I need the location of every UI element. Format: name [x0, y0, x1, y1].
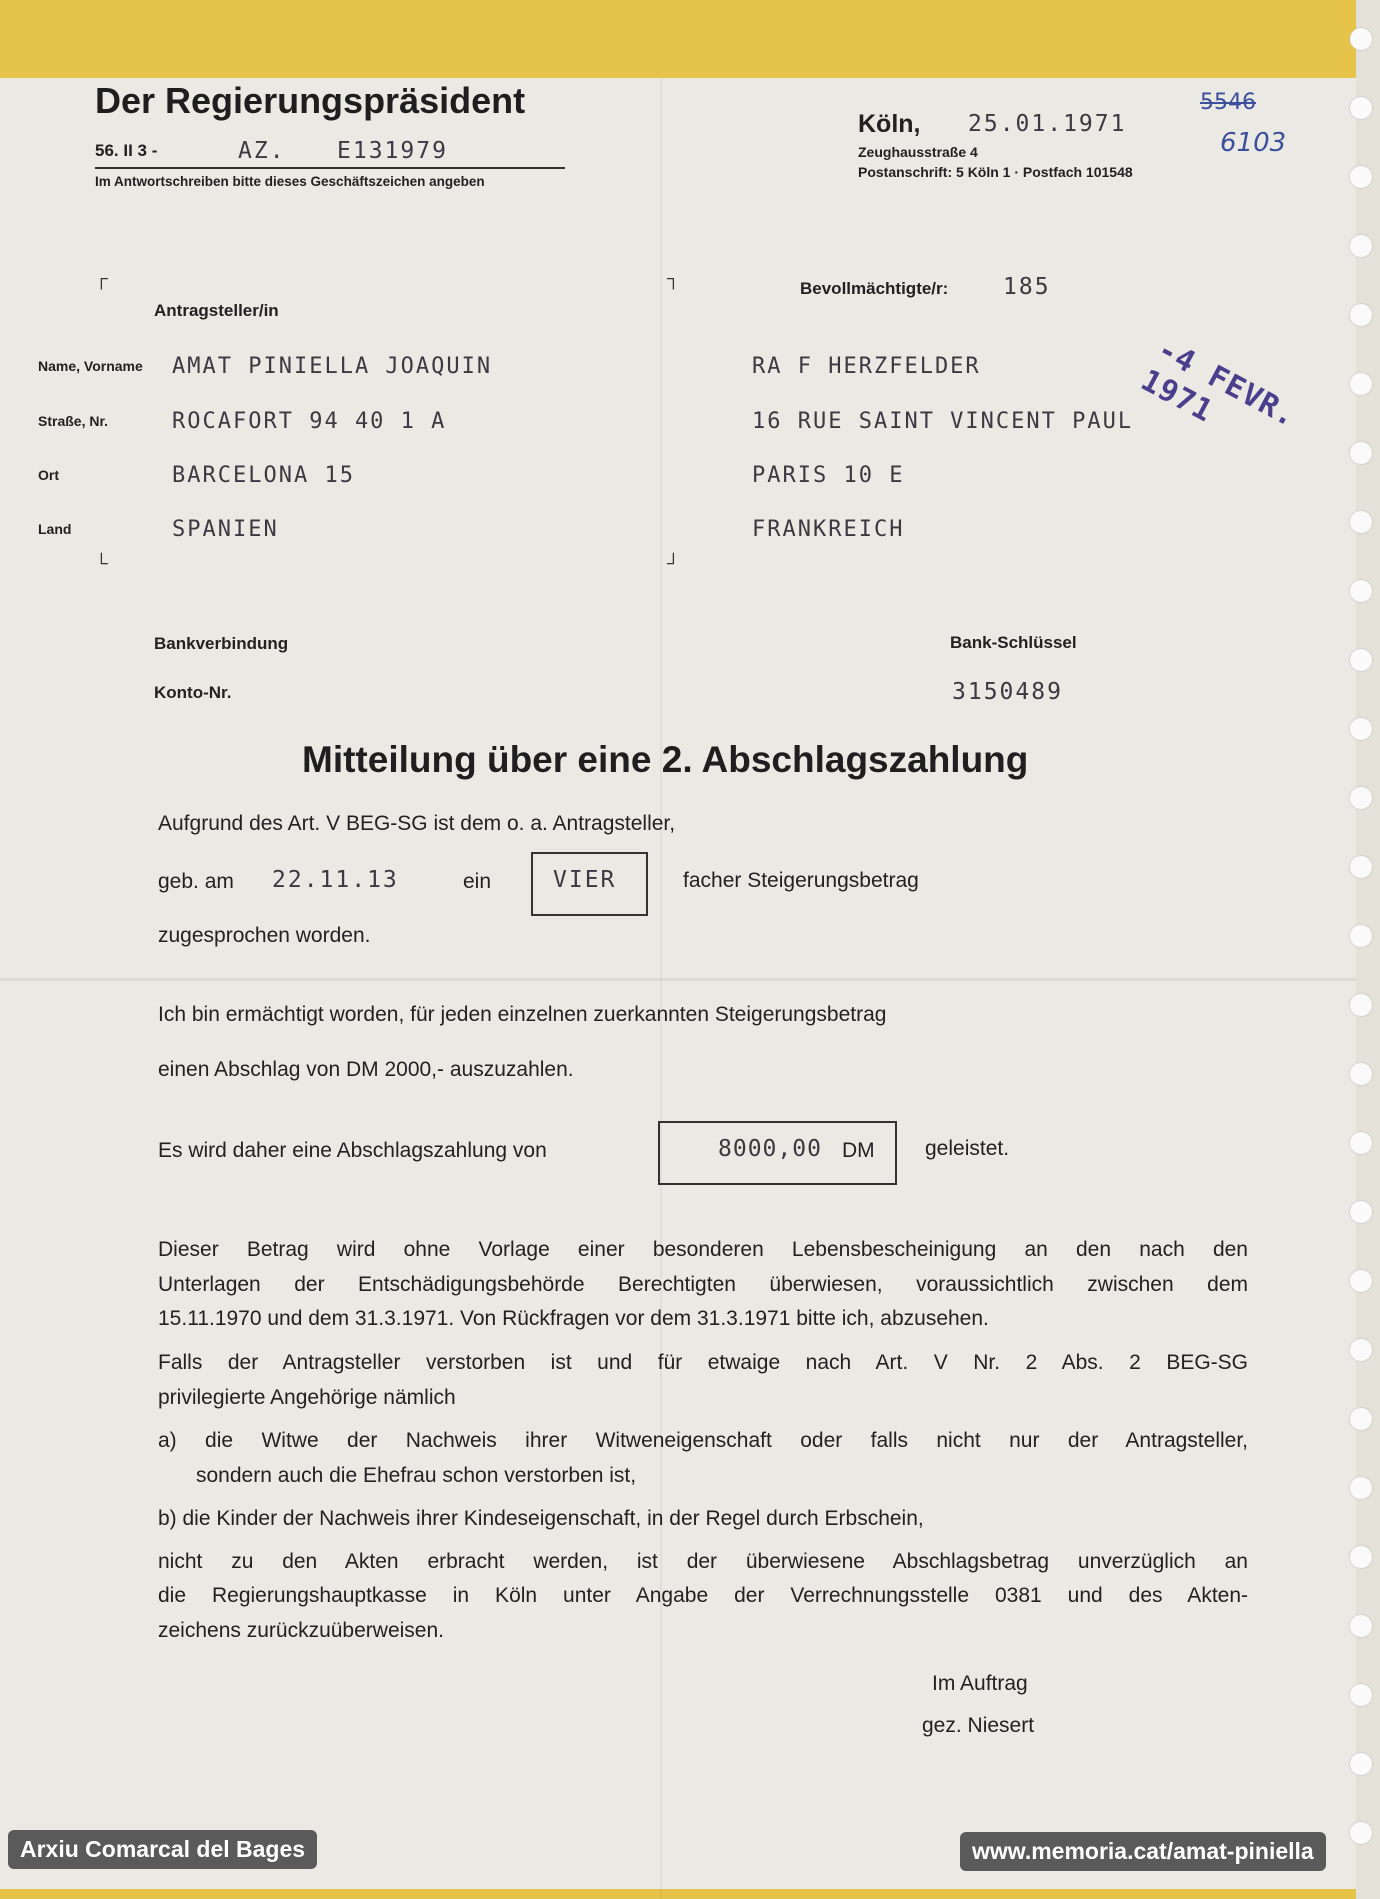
body-line-1: Aufgrund des Art. V BEG-SG ist dem o. a. Antragsteller,	[158, 812, 676, 835]
representative-city: PARIS 10 E	[752, 463, 905, 488]
perforation-hole	[1350, 580, 1372, 602]
letter-date: 25.01.1971	[968, 111, 1127, 137]
corner-mark-bottom-left: └	[95, 553, 108, 573]
factor-text: facher Steigerungsbetrag	[683, 869, 919, 892]
yellow-top-band	[0, 0, 1380, 78]
reply-note: Im Antwortschreiben bitte dieses Geschäftszeichen angeben	[95, 174, 485, 189]
perforation-hole	[1350, 511, 1372, 533]
para4-line-2: privilegierte Angehörige nämlich	[158, 1386, 456, 1409]
para4-line-1: Falls der Antragsteller verstorben ist und für etwaige nach Art. V Nr. 2 Abs. 2 BEG-SG	[158, 1351, 1248, 1374]
born-date: 22.11.13	[272, 867, 399, 893]
perforation-hole	[1350, 718, 1372, 740]
perforation-hole	[1350, 166, 1372, 188]
perforation-hole	[1350, 787, 1372, 809]
bank-key-label: Bank-Schlüssel	[950, 633, 1077, 652]
perforation-hole	[1350, 28, 1372, 50]
perforation-hole	[1350, 1201, 1372, 1223]
item-a-line-2: sondern auch die Ehefrau schon verstorben ist,	[196, 1464, 637, 1487]
para5-line-1: nicht zu den Akten erbracht werden, ist der überwiesene Abschlagsbetrag unverzüglich an	[158, 1550, 1248, 1573]
applicant-city: BARCELONA 15	[172, 463, 355, 488]
country-label: Land	[38, 521, 72, 537]
paid-word: geleistet.	[925, 1137, 1010, 1160]
perforation-hole	[1350, 1822, 1372, 1844]
ein-word: ein	[463, 870, 492, 893]
notice-title: Mitteilung über eine 2. Abschlagszahlung	[302, 739, 1029, 780]
bank-label: Bankverbindung	[154, 634, 289, 653]
city-label: Köln,	[858, 110, 921, 138]
file-ref-number: E131979	[337, 138, 448, 164]
representative-country: FRANKREICH	[752, 517, 905, 542]
representative-name: RA F HERZFELDER	[752, 354, 981, 379]
para5-line-2: die Regierungshauptkasse in Köln unter Angabe der Verrechnungsstelle 0381 und des Akten-	[158, 1584, 1248, 1607]
bank-key-value: 3150489	[952, 679, 1063, 705]
horizontal-fold	[0, 978, 1380, 981]
perforation-hole	[1350, 925, 1372, 947]
received-date-stamp: -4 FEVR. 1971	[1135, 332, 1303, 435]
representative-label: Bevollmächtigte/r:	[800, 279, 949, 298]
header-rule	[95, 167, 565, 169]
para5-line-3: zeichens zurückzuüberweisen.	[158, 1619, 444, 1642]
perforation-hole	[1350, 1132, 1372, 1154]
born-label: geb. am	[158, 870, 234, 893]
para3-line-3: 15.11.1970 und dem 31.3.1971. Von Rückfragen vor dem 31.3.1971 bitte ich, abzusehen.	[158, 1307, 989, 1330]
postal-address: Postanschrift: 5 Köln 1 · Postfach 101548	[858, 164, 1133, 180]
office-street: Zeughausstraße 4	[858, 144, 978, 160]
perforation-hole	[1350, 235, 1372, 257]
body-line-3: zugesprochen worden.	[158, 924, 371, 947]
applicant-name: AMAT PINIELLA JOAQUIN	[172, 354, 493, 379]
perforation-hole	[1350, 1063, 1372, 1085]
applicant-street: ROCAFORT 94 40 1 A	[172, 409, 447, 434]
perforation-hole	[1350, 1684, 1372, 1706]
corner-mark-top-left: ┌	[95, 268, 108, 288]
applicant-country: SPANIEN	[172, 517, 279, 542]
perforation-hole	[1350, 304, 1372, 326]
perforation-hole	[1350, 994, 1372, 1016]
amount-currency: DM	[842, 1139, 875, 1162]
item-b: b) die Kinder der Nachweis ihrer Kindeseigenschaft, in der Regel durch Erbschein,	[158, 1507, 924, 1530]
archive-url-badge[interactable]: www.memoria.cat/amat-piniella	[960, 1832, 1326, 1871]
signature-line-2: gez. Niesert	[922, 1714, 1035, 1737]
perforation-hole	[1350, 1339, 1372, 1361]
perforation-hole	[1350, 373, 1372, 395]
perforation-hole	[1350, 442, 1372, 464]
corner-mark-bottom-right: ┘	[667, 553, 680, 573]
para2-line-2: einen Abschlag von DM 2000,- auszuzahlen.	[158, 1058, 574, 1081]
applicant-heading: Antragsteller/in	[154, 301, 279, 320]
perforation-hole	[1350, 1753, 1372, 1775]
file-ref-az: AZ.	[238, 138, 286, 164]
payment-label: Es wird daher eine Abschlagszahlung von	[158, 1139, 547, 1162]
representative-street: 16 RUE SAINT VINCENT PAUL	[752, 409, 1134, 434]
authority-title: Der Regierungspräsident	[95, 80, 526, 121]
amount-value: 8000,00	[718, 1136, 822, 1162]
corner-mark-top-right: ┐	[667, 268, 680, 288]
perforation-hole	[1350, 1408, 1372, 1430]
perforation-hole	[1350, 649, 1372, 671]
para2-line-1: Ich bin ermächtigt worden, für jeden einzelnen zuerkannten Steigerungsbetrag	[158, 1003, 887, 1026]
perforation-hole	[1350, 1477, 1372, 1499]
account-label: Konto-Nr.	[154, 683, 232, 702]
file-ref-prefix: 56. II 3 -	[95, 141, 158, 160]
perforation-hole	[1350, 856, 1372, 878]
yellow-bottom-band	[0, 1889, 1380, 1899]
signature-line-1: Im Auftrag	[932, 1672, 1028, 1695]
item-a-line-1: a) die Witwe der Nachweis ihrer Witweneigenschaft oder falls nicht nur der Antragsteller,	[158, 1429, 1248, 1452]
crossed-handwritten-number: 5546	[1200, 90, 1256, 115]
perforation-hole	[1350, 1615, 1372, 1637]
handwritten-number: 6103	[1220, 128, 1287, 158]
vertical-fold	[660, 78, 662, 1899]
city-field-label: Ort	[38, 467, 59, 483]
representative-number: 185	[1003, 274, 1051, 300]
archive-badge: Arxiu Comarcal del Bages	[8, 1830, 317, 1869]
para3-line-1: Dieser Betrag wird ohne Vorlage einer besonderen Lebensbescheinigung an den nach den	[158, 1238, 1248, 1261]
street-label: Straße, Nr.	[38, 413, 109, 429]
perforation-hole	[1350, 1546, 1372, 1568]
para3-line-2: Unterlagen der Entschädigungsbehörde Berechtigten überwiesen, voraussichtlich zwischen dem	[158, 1273, 1248, 1296]
perforation-hole	[1350, 97, 1372, 119]
name-label: Name, Vorname	[38, 358, 143, 374]
multiplier-value: VIER	[553, 867, 617, 893]
perforation-hole	[1350, 1270, 1372, 1292]
